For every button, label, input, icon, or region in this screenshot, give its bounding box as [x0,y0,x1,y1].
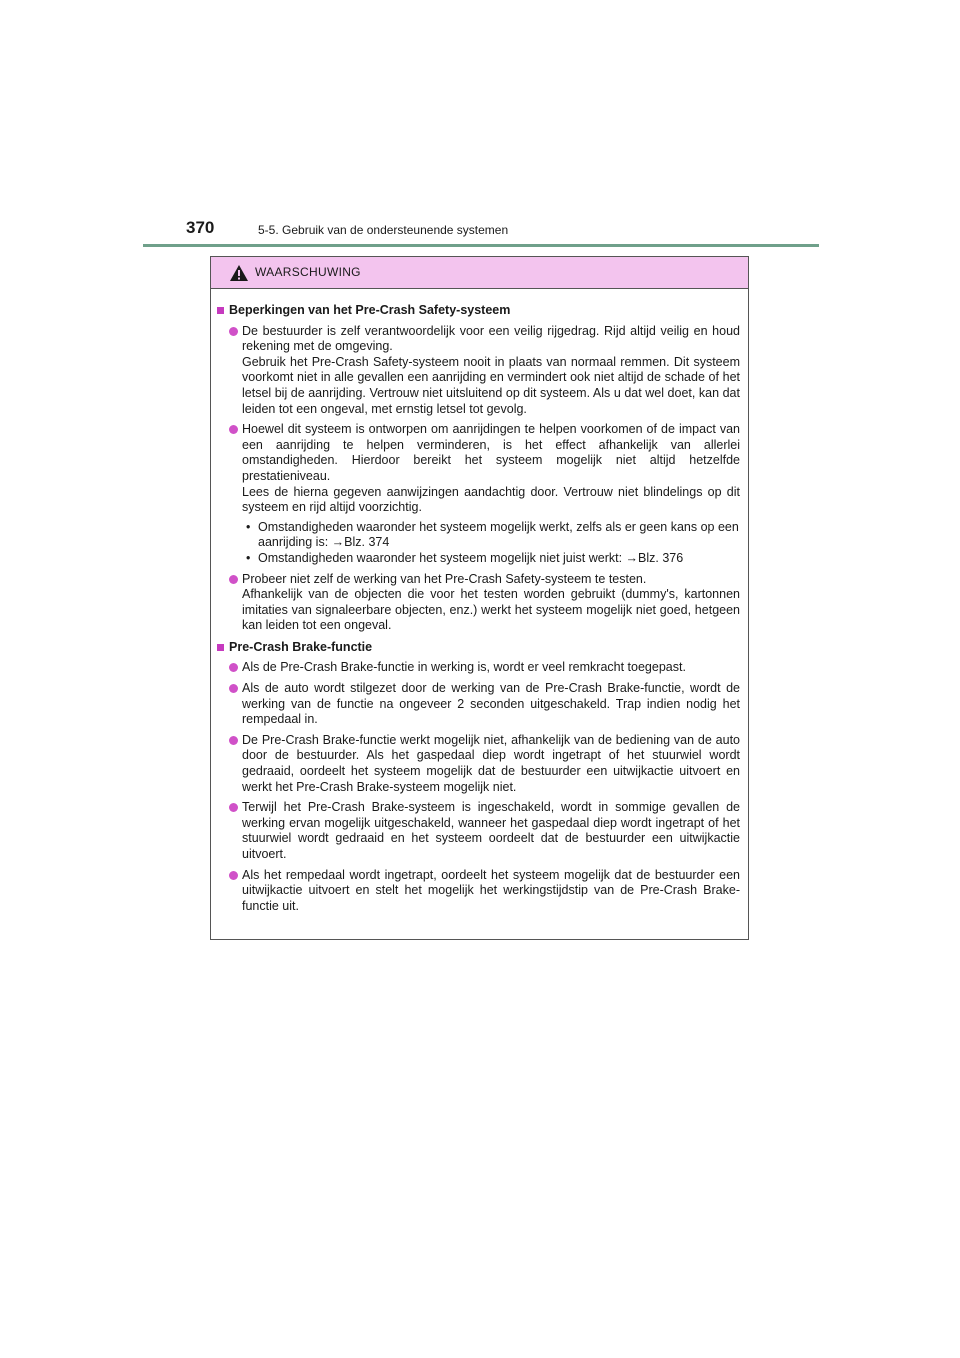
warning-item [217,681,740,728]
section-heading [217,303,740,319]
round-bullet-icon [229,425,238,434]
round-bullet-icon [229,803,238,812]
sub-list-item [242,520,740,551]
warning-item [217,660,740,676]
item-paragraph: Als de auto wordt stilgezet door de werking van de Pre-Crash Brake-functie, wordt de werking van de functie na ongeveer 2 seconden uitgeschakeld. Trap indien nodig het rempedaal in. [242,681,740,727]
sub-list-item [242,551,740,567]
item-paragraph: Als het rempedaal wordt ingetrapt, oordeelt het systeem mogelijk dat de bestuurder een uitwijkactie uitvoert en stelt het mogelijk het werkingstijdstip van de Pre-Crash Brake-functie uit. [242,867,740,913]
round-bullet-icon [229,871,238,880]
item-paragraph: Probeer niet zelf de werking van het Pre-Crash Safety-systeem te testen. [242,571,647,586]
section-title: 5-5. Gebruik van de ondersteunende systemen [258,223,509,237]
item-paragraph: Terwijl het Pre-Crash Brake-systeem is ingeschakeld, wordt in sommige gevallen de werking ervan mogelijk uitgeschakeld, wanneer het gaspedaal diep wordt ingetrapt of het stuurwiel wordt gedraaid en het systeem oordeelt dat de bestuurder een uitwijkactie uitvoert. [242,800,740,861]
bullet-dot-icon: • [246,550,251,565]
warning-triangle-icon [229,264,249,282]
page-number: 370 [186,218,215,237]
warning-box [210,256,749,940]
item-paragraph: Gebruik het Pre-Crash Safety-systeem nooit in plaats van normaal remmen. Dit systeem voorkomt niet in alle gevallen een aanrijding en vermindert ook niet altijd de schade of het letsel bij de aanrijding. Vertrouw niet uitsluitend op dit systeem. Als u dat wel doet, kan dat leiden tot een ongeval, met ernstig letsel tot gevolg. [242,354,740,416]
item-paragraph: Afhankelijk van de objecten die voor het testen worden gebruikt (dummy's, kartonnen imitaties van signaleerbare objecten, enz.) werkt het systeem mogelijk niet goed, hetgeen kan leiden tot een ongeval. [242,587,740,633]
header-rule [143,244,819,247]
item-paragraph: De Pre-Crash Brake-functie werkt mogelijk niet, afhankelijk van de bediening van de auto door de bestuurder. Als het gaspedaal diep wordt ingetrapt of het stuurwiel wordt gedraaid, oordeelt het systeem mogelijk dat de bestuurder een uitwijkactie uitvoert en werkt het Pre-Crash Brake-systeem mogelijk niet. [242,732,740,794]
warning-item [217,572,740,634]
section-heading-text: Beperkingen van het Pre-Crash Safety-systeem [229,303,511,317]
sub-list-text: Omstandigheden waaronder het systeem mogelijk niet juist werkt: →Blz. 376 [258,550,684,565]
warning-item [217,733,740,795]
warning-item [217,324,740,418]
sub-list-text: Omstandigheden waaronder het systeem mogelijk werkt, zelfs als er geen kans op een aanrijding is: →Blz. 374 [258,519,739,550]
round-bullet-icon [229,575,238,584]
warning-item [217,422,740,566]
round-bullet-icon [229,684,238,693]
warning-section [217,303,740,634]
bullet-dot-icon: • [246,519,251,534]
warning-item [217,868,740,915]
section-heading-text: Pre-Crash Brake-functie [229,639,373,654]
item-paragraph: Lees de hierna gegeven aanwijzingen aandachtig door. Vertrouw niet blindelings op dit systeem en rijd altijd voorzichtig. [242,484,740,515]
section-heading [217,640,740,656]
round-bullet-icon [229,736,238,745]
round-bullet-icon [229,327,238,336]
warning-title: WAARSCHUWING [255,265,361,279]
item-paragraph: De bestuurder is zelf verantwoordelijk voor een veilig rijgedrag. Rijd altijd veilig en houd rekening met de omgeving. [242,323,740,354]
round-bullet-icon [229,663,238,672]
warning-item [217,800,740,862]
item-paragraph: Als de Pre-Crash Brake-functie in werking is, wordt er veel remkracht toegepast. [242,660,686,675]
sub-list [242,520,740,567]
warning-body [211,289,748,914]
warning-header [211,257,748,289]
square-bullet-icon [217,644,224,651]
warning-section [217,640,740,915]
square-bullet-icon [217,307,224,314]
item-paragraph: Hoewel dit systeem is ontworpen om aanrijdingen te helpen voorkomen of de impact van een aanrijding te helpen verminderen, is het effect afhankelijk van allerlei omstandigheden. Hierdoor bereikt het systeem mogelijk niet altijd hetzelfde prestatieniveau. [242,422,740,483]
